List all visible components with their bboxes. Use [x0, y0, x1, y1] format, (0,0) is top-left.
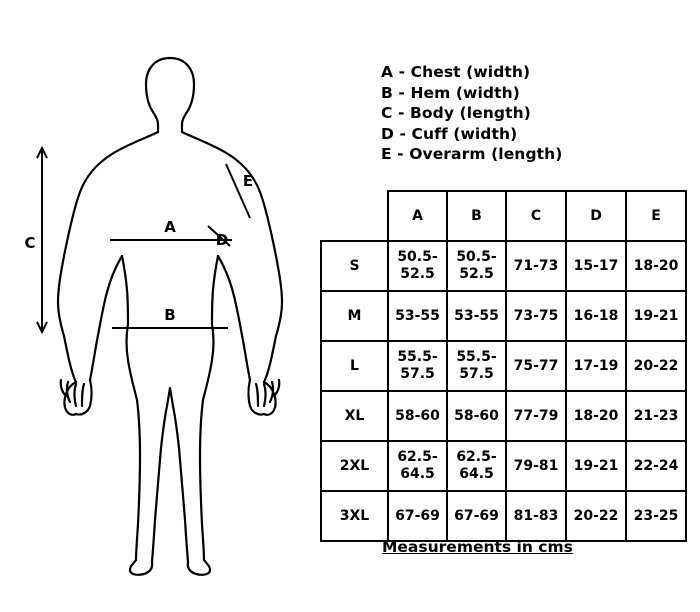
table-row	[321, 291, 686, 341]
cell-a: 53-55	[388, 291, 447, 341]
cell-a: 58-60	[388, 391, 447, 441]
legend-item-a: A - Chest (width)	[381, 63, 531, 81]
row-size-label: 2XL	[321, 441, 388, 491]
table-row	[321, 441, 686, 491]
figure-label-c: C	[24, 234, 36, 252]
cell-b: 67-69	[447, 491, 506, 541]
cell-c: 73-75	[506, 291, 566, 341]
table-row	[321, 241, 686, 291]
cell-e: 23-25	[626, 491, 686, 541]
cell-c: 77-79	[506, 391, 566, 441]
row-size-label: XL	[321, 391, 388, 441]
legend	[381, 62, 681, 165]
cell-b: 50.5-52.5	[447, 241, 506, 291]
table-row	[321, 391, 686, 441]
legend-item-c: C - Body (length)	[381, 104, 531, 122]
cell-d: 16-18	[566, 291, 626, 341]
table-corner-cell	[321, 191, 388, 241]
cell-e: 19-21	[626, 291, 686, 341]
table-header-row	[321, 191, 686, 241]
table-header-e: E	[626, 191, 686, 241]
cell-d: 15-17	[566, 241, 626, 291]
row-size-label: M	[321, 291, 388, 341]
cell-c: 71-73	[506, 241, 566, 291]
figure-label-d: D	[215, 231, 229, 249]
figure-label-b: B	[164, 306, 176, 324]
measurements-unit-note: Measurements in cms	[382, 538, 573, 556]
legend-item-e: E - Overarm (length)	[381, 145, 563, 163]
cell-b: 62.5-64.5	[447, 441, 506, 491]
cell-e: 21-23	[626, 391, 686, 441]
figure-label-e: E	[242, 172, 254, 190]
figure-label-a: A	[164, 218, 176, 236]
cell-d: 18-20	[566, 391, 626, 441]
size-table	[320, 190, 687, 542]
body-diagram	[20, 40, 320, 590]
cell-a: 67-69	[388, 491, 447, 541]
row-size-label: S	[321, 241, 388, 291]
table-row	[321, 491, 686, 541]
cell-d: 20-22	[566, 491, 626, 541]
legend-item-b: B - Hem (width)	[381, 83, 520, 102]
cell-a: 50.5-52.5	[388, 241, 447, 291]
table-header-c: C	[506, 191, 566, 241]
cell-c: 81-83	[506, 491, 566, 541]
cell-d: 17-19	[566, 341, 626, 391]
table-header-a: A	[388, 191, 447, 241]
cell-e: 18-20	[626, 241, 686, 291]
cell-c: 75-77	[506, 341, 566, 391]
legend-item-d: D - Cuff (width)	[381, 124, 518, 143]
cell-c: 79-81	[506, 441, 566, 491]
cell-e: 22-24	[626, 441, 686, 491]
row-size-label: L	[321, 341, 388, 391]
cell-b: 58-60	[447, 391, 506, 441]
row-size-label: 3XL	[321, 491, 388, 541]
cell-b: 55.5-57.5	[447, 341, 506, 391]
table-header-b: B	[447, 191, 506, 241]
cell-a: 55.5-57.5	[388, 341, 447, 391]
table-row	[321, 341, 686, 391]
cell-e: 20-22	[626, 341, 686, 391]
cell-a: 62.5-64.5	[388, 441, 447, 491]
cell-d: 19-21	[566, 441, 626, 491]
table-header-d: D	[566, 191, 626, 241]
cell-b: 53-55	[447, 291, 506, 341]
